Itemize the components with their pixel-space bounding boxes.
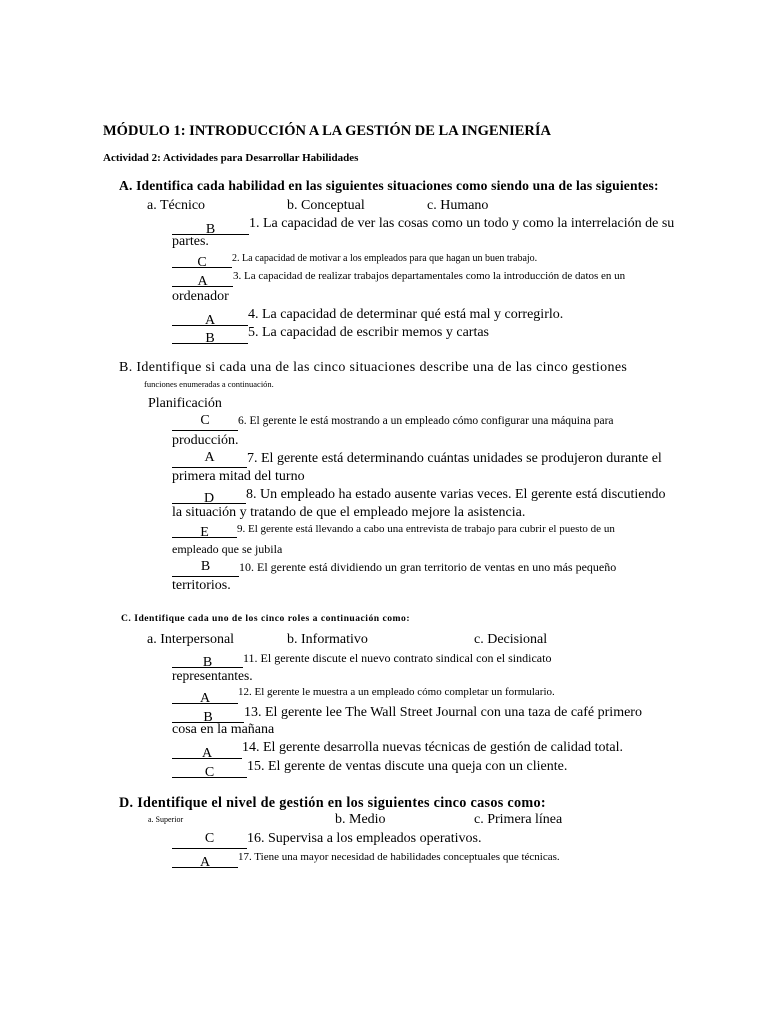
section-c-option-a: a. Interpersonal: [147, 632, 235, 647]
answer-blank-8[interactable]: [172, 486, 246, 504]
answer-blank-1[interactable]: [172, 217, 249, 235]
section-c-option-c: c. Decisional: [474, 632, 548, 647]
answer-16: C: [204, 831, 215, 846]
section-d-option-c: c. Primera línea: [474, 812, 563, 827]
answer-blank-14[interactable]: [172, 741, 242, 759]
question-7-text: 7. El gerente está determinando cuántas unidades se produjeron durante el: [247, 451, 662, 466]
question-15-text: 15. El gerente de ventas discute una queja con un cliente.: [247, 759, 568, 774]
answer-blank-4[interactable]: [172, 308, 248, 326]
question-16-text: 16. Supervisa a los empleados operativos.: [247, 831, 482, 846]
question-13-text: 13. El gerente lee The Wall Street Journal con una taza de café primero: [244, 705, 642, 720]
answer-2: C: [197, 255, 207, 270]
answer-blank-12[interactable]: [172, 686, 238, 704]
section-c-option-b: b. Informativo: [287, 632, 368, 647]
answer-8: D: [203, 491, 215, 506]
question-8-text-cont: la situación y tratando de que el empleado mejore la asistencia.: [172, 505, 526, 520]
page-title: MÓDULO 1: INTRODUCCIÓN A LA GESTIÓN DE LA INGENIERÍA: [103, 123, 551, 139]
answer-17: A: [199, 855, 211, 870]
section-b-option-planificacion: Planificación: [148, 396, 222, 411]
section-b-heading-cont: funciones enumeradas a continuación.: [144, 379, 274, 389]
answer-blank-3[interactable]: [172, 269, 233, 287]
question-2-text: 2. La capacidad de motivar a los empleados para que hagan un buen trabajo.: [232, 253, 538, 264]
answer-1: B: [205, 222, 216, 237]
answer-12: A: [199, 691, 211, 706]
question-9-text-cont: empleado que se jubila: [172, 542, 283, 556]
section-a-option-c: c. Humano: [427, 198, 489, 213]
question-7-text-cont: primera mitad del turno: [172, 469, 305, 484]
answer-blank-5[interactable]: [172, 326, 248, 344]
answer-10: B: [200, 559, 211, 574]
answer-9: E: [200, 525, 209, 540]
question-12-text: 12. El gerente le muestra a un empleado cómo completar un formulario.: [238, 686, 555, 698]
answer-blank-10[interactable]: [172, 559, 239, 577]
answer-blank-13[interactable]: [172, 705, 244, 723]
answer-blank-2[interactable]: [172, 250, 232, 268]
page-subtitle: Actividad 2: Actividades para Desarrollar Habilidades: [103, 152, 359, 164]
question-8-text: 8. Un empleado ha estado ausente varias veces. El gerente está discutiendo: [246, 487, 666, 502]
question-1-text: 1. La capacidad de ver las cosas como un todo y como la interrelación de su: [249, 216, 675, 231]
section-d-heading: D. Identifique el nivel de gestión en los siguientes cinco casos como:: [119, 795, 546, 811]
answer-13: B: [203, 710, 213, 725]
question-10-text-cont: territorios.: [172, 578, 231, 593]
answer-15: C: [204, 765, 215, 780]
question-13-text-cont: cosa en la mañana: [172, 722, 275, 737]
question-9-text: 9. El gerente está llevando a cabo una entrevista de trabajo para cubrir el puesto de un: [237, 523, 615, 535]
answer-3: A: [197, 274, 208, 289]
answer-11: B: [202, 655, 213, 670]
question-6-text-cont: producción.: [172, 433, 239, 448]
question-1-text-cont: partes.: [172, 234, 209, 249]
question-4-text: 4. La capacidad de determinar qué está mal y corregirlo.: [248, 307, 564, 322]
section-d-option-b: b. Medio: [335, 812, 386, 827]
question-11-text: 11. El gerente discute el nuevo contrato sindical con el sindicato: [243, 651, 552, 665]
answer-7: A: [204, 450, 215, 465]
answer-blank-9[interactable]: [172, 520, 237, 538]
section-d-option-a: a. Superior: [148, 815, 184, 824]
section-b-heading: B. Identifique si cada una de las cinco situaciones describe una de las cinco gestiones: [119, 360, 628, 375]
section-a-option-b: b. Conceptual: [287, 198, 365, 213]
question-3-text: 3. La capacidad de realizar trabajos departamentales como la introducción de datos en un: [233, 270, 626, 282]
question-6-text: 6. El gerente le está mostrando a un empleado cómo configurar una máquina para: [238, 415, 614, 427]
question-5-text: 5. La capacidad de escribir memos y cartas: [248, 325, 490, 340]
answer-blank-7[interactable]: [172, 450, 247, 468]
answer-14: A: [201, 746, 213, 761]
question-11-text-cont: representantes.: [172, 668, 253, 683]
question-14-text: 14. El gerente desarrolla nuevas técnicas de gestión de calidad total.: [242, 740, 623, 755]
question-3-text-cont: ordenador: [172, 289, 229, 304]
answer-blank-11[interactable]: [172, 650, 243, 668]
section-a-heading: A. Identifica cada habilidad en las siguientes situaciones como siendo una de las siguientes:: [119, 178, 659, 193]
answer-blank-6[interactable]: [172, 413, 238, 431]
answer-4: A: [204, 313, 216, 328]
answer-blank-15[interactable]: [172, 760, 247, 778]
answer-blank-17[interactable]: [172, 850, 238, 868]
section-a-option-a: a. Técnico: [147, 198, 206, 213]
question-10-text: 10. El gerente está dividiendo un gran territorio de ventas en uno más pequeño: [239, 560, 617, 574]
answer-blank-16[interactable]: [172, 831, 247, 849]
section-c-heading: C. Identifique cada uno de los cinco roles a continuación como:: [121, 613, 411, 624]
answer-6: C: [200, 413, 210, 428]
answer-5: B: [205, 331, 215, 346]
question-17-text: 17. Tiene una mayor necesidad de habilidades conceptuales que técnicas.: [238, 851, 560, 863]
